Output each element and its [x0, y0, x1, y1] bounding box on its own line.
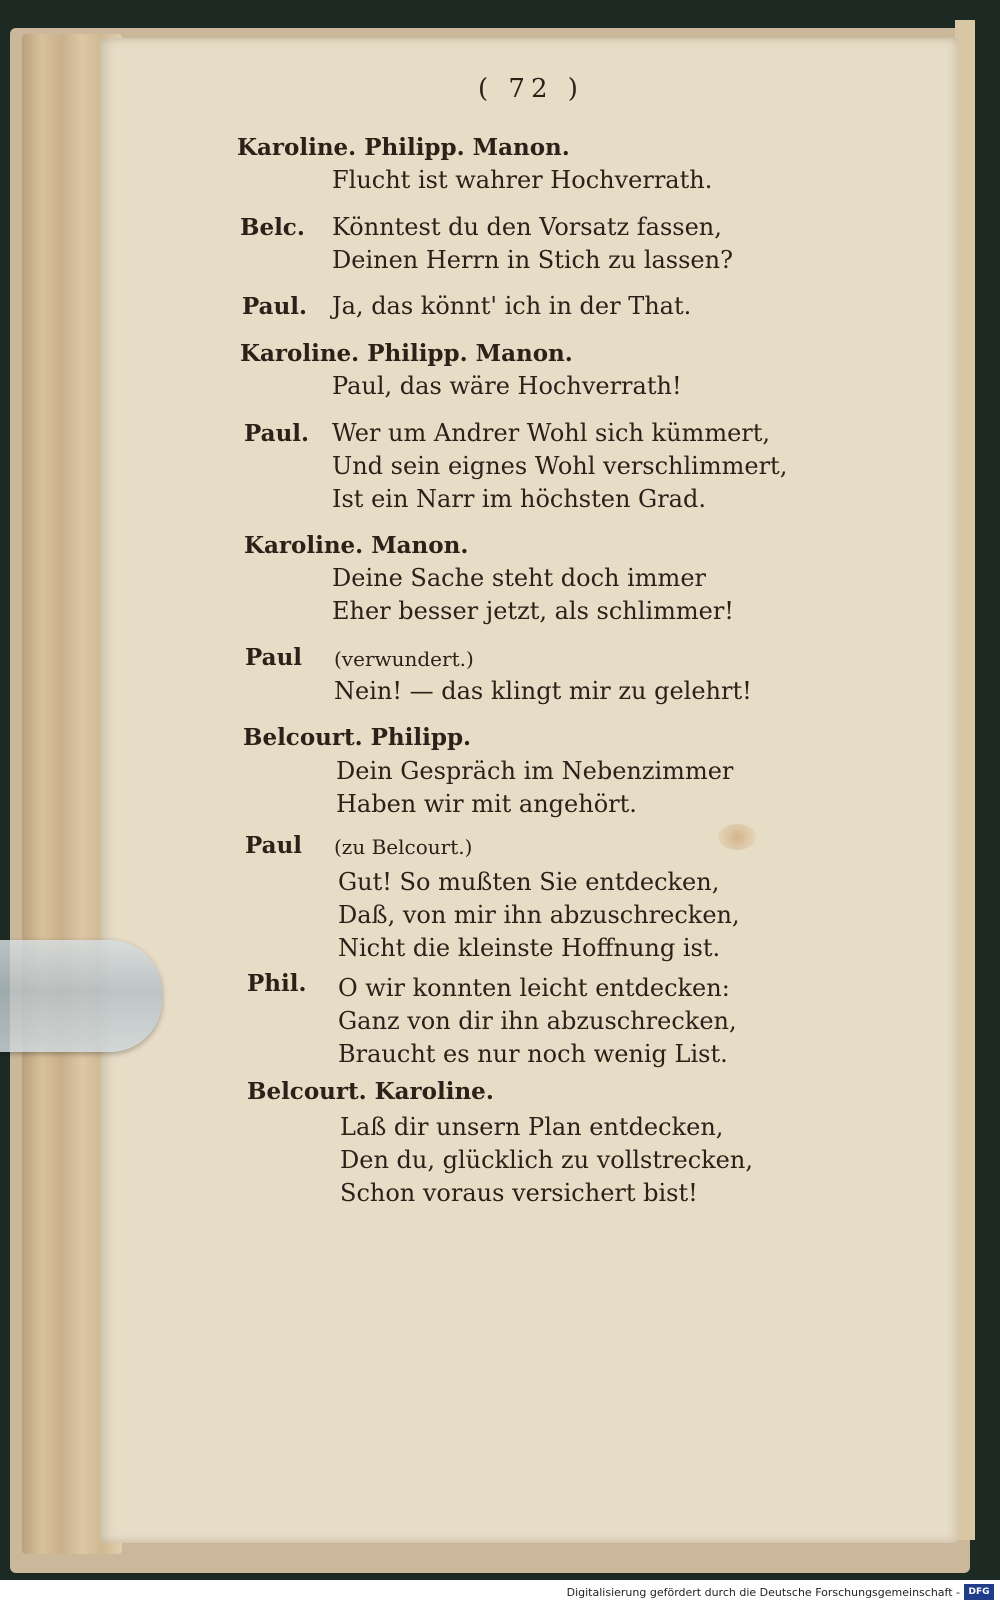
speaker-label: Karoline. Philipp. Manon.	[237, 134, 570, 161]
speaker-label: Paul	[245, 644, 303, 671]
verse-line: Gut! So mußten Sie entdecken,	[338, 868, 720, 896]
verse-line: Paul, das wäre Hochverrath!	[332, 372, 682, 400]
funding-credit: Digitalisierung gefördert durch die Deutsche Forschungsgemeinschaft -	[566, 1586, 960, 1599]
speaker-label: Belcourt. Karoline.	[247, 1078, 494, 1105]
verse-line: Ist ein Narr im höchsten Grad.	[332, 485, 706, 513]
verse-line: Ganz von dir ihn abzuschrecken,	[338, 1007, 737, 1035]
speaker-label: Belc.	[240, 214, 305, 241]
stage-direction: (zu Belcourt.)	[334, 835, 473, 859]
speaker-label: Paul	[245, 832, 303, 859]
speaker-label: Belcourt. Philipp.	[243, 724, 472, 751]
verse-line: Nicht die kleinste Hoffnung ist.	[338, 934, 721, 962]
verse-line: Deine Sache steht doch immer	[332, 564, 706, 592]
verse-line: Und sein eignes Wohl verschlimmert,	[332, 452, 788, 480]
speaker-label: Paul.	[244, 420, 310, 447]
verse-line: Haben wir mit angehört.	[336, 790, 637, 818]
speaker-label: Phil.	[247, 970, 307, 997]
verse-line: Wer um Andrer Wohl sich kümmert,	[332, 419, 771, 447]
verse-line: Deinen Herrn in Stich zu lassen?	[332, 246, 733, 274]
verse-line: Nein! — das klingt mir zu gelehrt!	[334, 677, 752, 705]
verse-line: Ja, das könnt' ich in der That.	[332, 292, 692, 320]
verse-line: Braucht es nur noch wenig List.	[338, 1040, 728, 1068]
verse-line: Dein Gespräch im Nebenzimmer	[336, 757, 734, 785]
speaker-label: Karoline. Manon.	[244, 532, 469, 559]
footer-bar	[0, 1580, 1000, 1608]
verse-line: Den du, glücklich zu vollstrecken,	[340, 1146, 753, 1174]
verse-line: Daß, von mir ihn abzuschrecken,	[338, 901, 740, 929]
verse-line: Flucht ist wahrer Hochverrath.	[332, 166, 713, 194]
page-number: ( 72 )	[478, 74, 584, 104]
verse-line: Könntest du den Vorsatz fassen,	[332, 213, 722, 241]
verse-line: O wir konnten leicht entdecken:	[338, 974, 730, 1002]
verse-line: Schon voraus versichert bist!	[340, 1179, 698, 1207]
dfg-logo-icon: DFG	[964, 1584, 994, 1600]
speaker-label: Paul.	[242, 293, 308, 320]
speaker-label: Karoline. Philipp. Manon.	[240, 340, 573, 367]
verse-line: Eher besser jetzt, als schlimmer!	[332, 597, 734, 625]
verse-line: Laß dir unsern Plan entdecken,	[340, 1113, 724, 1141]
stage-direction: (verwundert.)	[334, 647, 474, 671]
